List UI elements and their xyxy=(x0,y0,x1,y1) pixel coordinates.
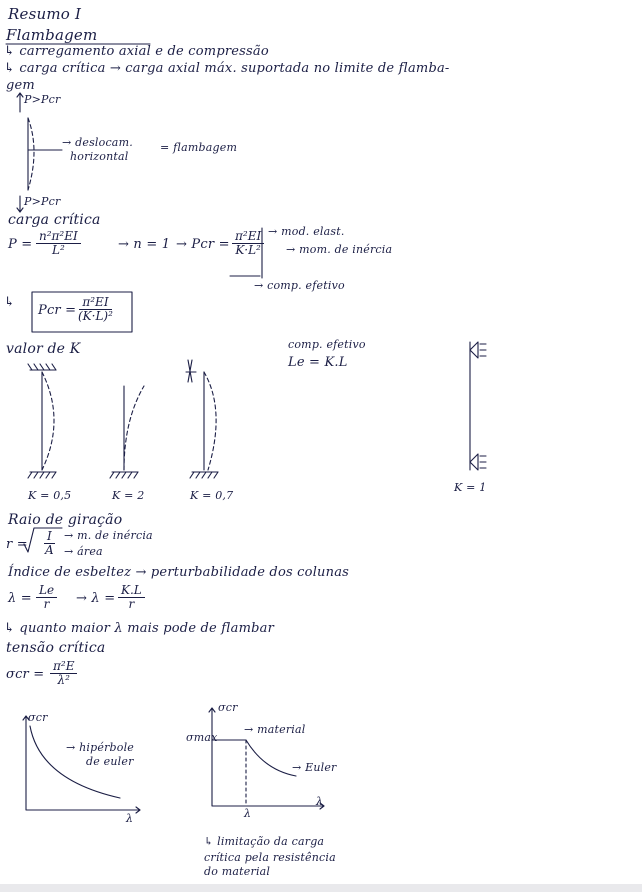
intro-line-1: ↳ carregamento axial e de compressão xyxy=(4,44,269,59)
boxed-formula-denominator: (K·L)² xyxy=(78,309,113,323)
boxed-formula-prefix: Pcr = xyxy=(38,303,77,318)
left-graph-x-label: λ xyxy=(126,812,134,825)
right-graph-ymax-label: σmax xyxy=(186,731,218,744)
graph-caption-1: ↳ limitação da carga xyxy=(204,835,325,848)
left-graph-curve-label-1: → hipérbole xyxy=(66,741,135,754)
right-stress-graph xyxy=(209,708,324,809)
page-bottom-edge xyxy=(0,884,642,892)
boxed-formula-arrow: ↳ xyxy=(4,295,16,310)
slenderness-heading: Índice de esbeltez → perturbabilidade dos colunas xyxy=(8,565,350,580)
k-value-label-1: K = 0,5 xyxy=(28,489,72,502)
critical-stress-heading: tensão crítica xyxy=(6,640,106,656)
load-label-top: P>Pcr xyxy=(24,93,61,106)
n-equals-one: → n = 1 xyxy=(118,237,171,252)
pcr-formula-denominator: K·L² xyxy=(235,243,261,257)
column-pinned-fixed xyxy=(186,360,218,478)
critical-stress-denominator: λ² xyxy=(57,673,70,687)
displacement-label-1: → deslocam. xyxy=(62,136,133,149)
intro-line-2-cont: gem xyxy=(6,78,35,93)
intro-line-2: ↳ carga crítica → carga axial máx. suportada no limite de flamba- xyxy=(4,61,450,76)
gyration-label-area: → área xyxy=(64,545,103,558)
right-graph-x-label: λ xyxy=(316,795,324,808)
critical-stress-numerator: π²E xyxy=(50,660,77,674)
graph-caption-2: crítica pela resistência xyxy=(204,851,336,864)
critical-load-heading: carga crítica xyxy=(8,212,101,228)
load-label-bottom: P>Pcr xyxy=(24,195,61,208)
k-value-label-3: K = 0,7 xyxy=(190,489,234,502)
pcr-formula-prefix: → Pcr = xyxy=(176,237,230,252)
gyration-numerator: I xyxy=(44,530,55,544)
lambda2-numerator: K.L xyxy=(118,584,145,598)
column-fixed-fixed xyxy=(28,364,56,478)
left-graph-curve-label-2: de euler xyxy=(86,755,134,768)
gyration-prefix: r = xyxy=(6,537,28,552)
buckled-column-sketch xyxy=(17,93,62,212)
label-elastic-modulus: → mod. elast. xyxy=(268,225,345,238)
label-effective-length: → comp. efetivo xyxy=(254,279,345,292)
gyration-denominator: A xyxy=(45,543,54,557)
lambda2-denominator: r xyxy=(128,597,135,611)
k-value-label-4: K = 1 xyxy=(454,481,487,494)
k-values-heading: valor de K xyxy=(6,341,81,357)
critical-stress-prefix: σcr = xyxy=(6,667,45,682)
boxed-formula-frame xyxy=(32,292,132,332)
section-heading: Flambagem xyxy=(6,26,98,44)
k-value-label-2: K = 2 xyxy=(112,489,145,502)
displacement-label-2: horizontal xyxy=(70,150,129,163)
lambda2-prefix: → λ = xyxy=(76,591,116,606)
slenderness-note: ↳ quanto maior λ mais pode de flambar xyxy=(4,621,275,636)
graph-caption-3: do material xyxy=(204,865,271,878)
buckling-result-label: = flambagem xyxy=(160,141,238,154)
p-formula-numerator: n²π²EI xyxy=(36,230,81,244)
right-graph-euler-label: → Euler xyxy=(292,761,337,774)
effective-length-heading: comp. efetivo xyxy=(288,338,366,351)
gyration-label-inertia: → m. de inércia xyxy=(64,529,153,542)
lambda-numerator: Le xyxy=(36,584,57,598)
p-formula-denominator: L² xyxy=(51,243,65,257)
sqrt-sign xyxy=(24,528,62,552)
column-fixed-free xyxy=(110,386,144,478)
boxed-formula-numerator: π²EI xyxy=(79,296,111,310)
p-formula-prefix: P = xyxy=(8,237,33,252)
column-pinned-pinned xyxy=(470,342,486,470)
pcr-formula-numerator: π²EI xyxy=(232,230,264,244)
gyration-heading: Raio de giração xyxy=(8,512,123,528)
page-title: Resumo I xyxy=(8,5,82,23)
lambda-prefix: λ = xyxy=(8,591,32,606)
right-graph-y-label: σcr xyxy=(218,701,238,714)
right-graph-material-label: → material xyxy=(244,723,306,736)
left-graph-y-label: σcr xyxy=(28,711,48,724)
effective-length-formula: Le = K.L xyxy=(288,355,348,370)
label-moment-inertia: → mom. de inércia xyxy=(286,243,393,256)
left-stress-graph xyxy=(23,716,140,813)
lambda-denominator: r xyxy=(43,597,50,611)
right-graph-x-tick-label: λ xyxy=(244,807,252,820)
